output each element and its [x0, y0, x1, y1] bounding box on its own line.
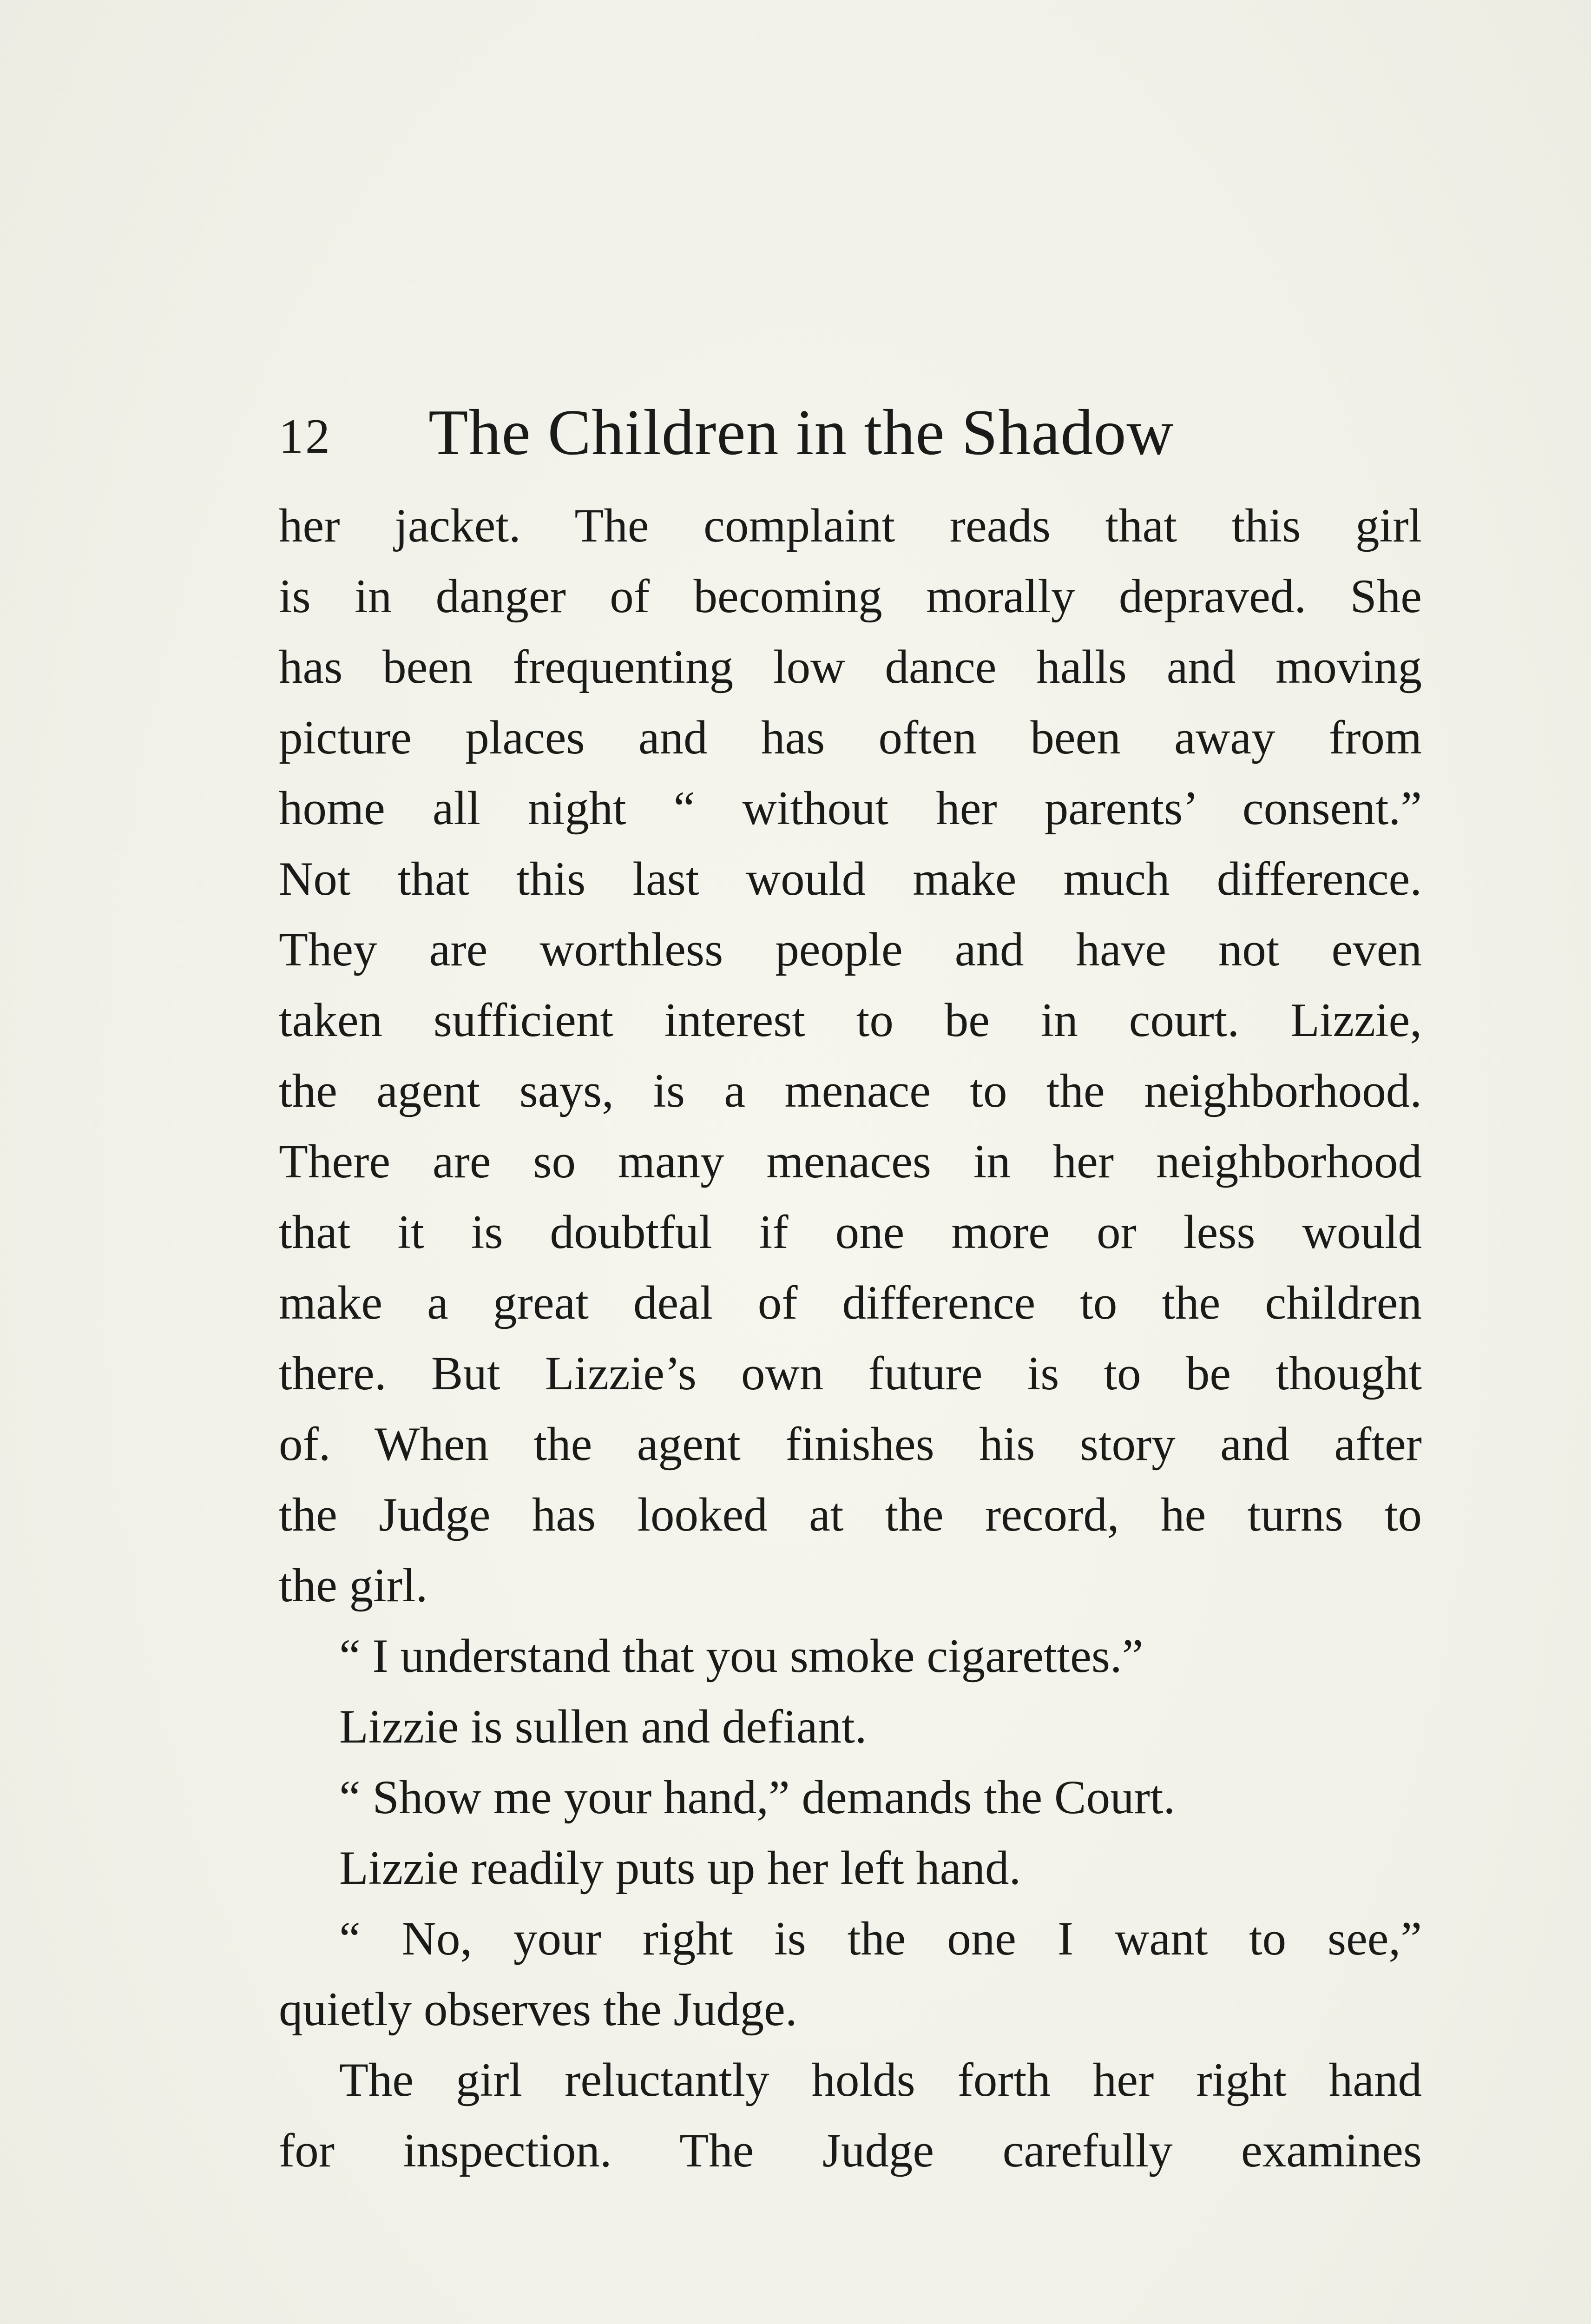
- text-line: home all night “ without her parents’ consent.”: [279, 782, 1422, 835]
- page-header: [279, 395, 1440, 469]
- text-line: her jacket. The complaint reads that this girl: [279, 499, 1422, 552]
- running-title: The Children in the Shadow: [428, 396, 1174, 469]
- text-line: There are so many menaces in her neighborhood: [279, 1135, 1422, 1188]
- text-line: The girl reluctantly holds forth her right hand: [339, 2053, 1422, 2106]
- text-line: the agent says, is a menace to the neighborhood.: [279, 1064, 1422, 1117]
- text-line: of. When the agent finishes his story and after: [279, 1418, 1422, 1471]
- text-line: “ Show me your hand,” demands the Court.: [339, 1771, 1176, 1824]
- text-line: “ No, your right is the one I want to see,”: [339, 1912, 1422, 1965]
- text-line: the girl.: [279, 1559, 428, 1612]
- text-line: make a great deal of difference to the children: [279, 1276, 1422, 1329]
- text-line: is in danger of becoming morally depraved. She: [279, 570, 1422, 623]
- text-line: Lizzie readily puts up her left hand.: [339, 1842, 1021, 1895]
- page-number: 12: [279, 409, 332, 463]
- text-line: picture places and has often been away from: [279, 711, 1422, 764]
- text-line: They are worthless people and have not even: [279, 923, 1422, 976]
- text-line: “ I understand that you smoke cigarettes.”: [339, 1630, 1144, 1683]
- body-text: [279, 490, 1422, 2186]
- text-line: Not that this last would make much difference.: [279, 852, 1422, 905]
- text-line: the Judge has looked at the record, he turns to: [279, 1488, 1422, 1541]
- text-line: Lizzie is sullen and defiant.: [339, 1700, 867, 1753]
- text-line: taken sufficient interest to be in court. Lizzie,: [279, 994, 1422, 1047]
- text-line: quietly observes the Judge.: [279, 1983, 797, 2036]
- text-line: that it is doubtful if one more or less would: [279, 1206, 1422, 1259]
- text-line: has been frequenting low dance halls and moving: [279, 640, 1422, 693]
- text-line: there. But Lizzie’s own future is to be thought: [279, 1347, 1422, 1400]
- text-line: for inspection. The Judge carefully examines: [279, 2124, 1422, 2177]
